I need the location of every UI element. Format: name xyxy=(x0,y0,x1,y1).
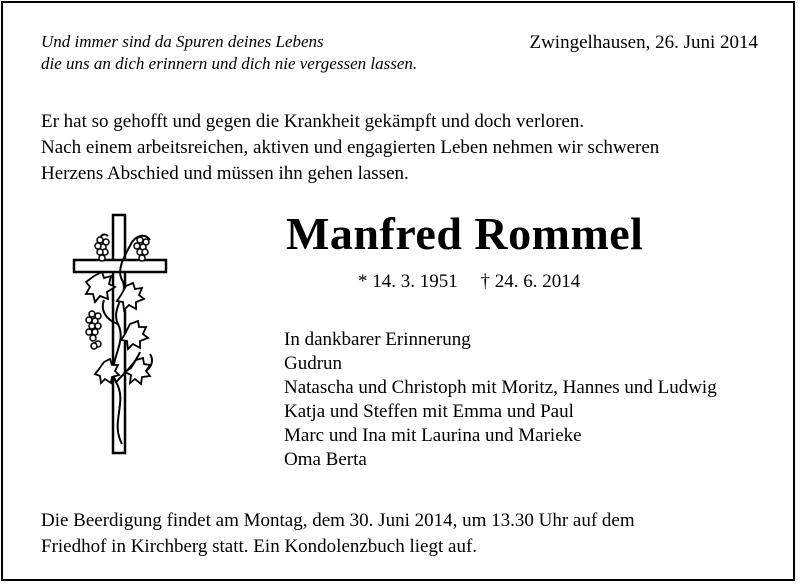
intro-line-2: Nach einem arbeitsreichen, aktiven und engagierten Leben nehmen wir schweren xyxy=(41,137,660,158)
intro-text xyxy=(41,109,659,187)
death-date: † 24. 6. 2014 xyxy=(480,271,581,292)
intro-line-3: Herzens Abschied und müssen ihn gehen lassen. xyxy=(41,163,409,184)
mourners-line: In dankbarer Erinnerung xyxy=(284,329,471,350)
intro-line-1: Er hat so gehofft und gegen die Krankheit gekämpft und doch verloren. xyxy=(41,111,585,132)
funeral-line-1: Die Beerdigung findet am Montag, dem 30. Juni 2014, um 13.30 Uhr auf dem xyxy=(41,510,635,531)
mourners-line: Oma Berta xyxy=(284,449,367,470)
mourners-line: Katja und Steffen mit Emma und Paul xyxy=(284,401,574,422)
mourners-line: Natascha und Christoph mit Moritz, Hannes und Ludwig xyxy=(284,377,717,398)
life-dates xyxy=(358,270,580,294)
motto-quote xyxy=(41,31,417,75)
deceased-name: Manfred Rommel xyxy=(286,208,644,259)
place-date: Zwingelhausen, 26. Juni 2014 xyxy=(529,32,758,53)
motto-line-2: die uns an dich erinnern und dich nie vergessen lassen. xyxy=(41,54,418,73)
motto-line-1: Und immer sind da Spuren deines Lebens xyxy=(41,32,324,51)
cross-with-grapevine-icon xyxy=(70,212,170,456)
funeral-line-2: Friedhof in Kirchberg statt. Ein Kondolenzbuch liegt auf. xyxy=(41,536,478,557)
birth-date: * 14. 3. 1951 xyxy=(358,271,458,292)
mourners-line: Marc und Ina mit Laurina und Marieke xyxy=(284,425,582,446)
mourners-line: Gudrun xyxy=(284,353,343,374)
funeral-info xyxy=(41,508,635,560)
mourners-list xyxy=(284,328,717,472)
